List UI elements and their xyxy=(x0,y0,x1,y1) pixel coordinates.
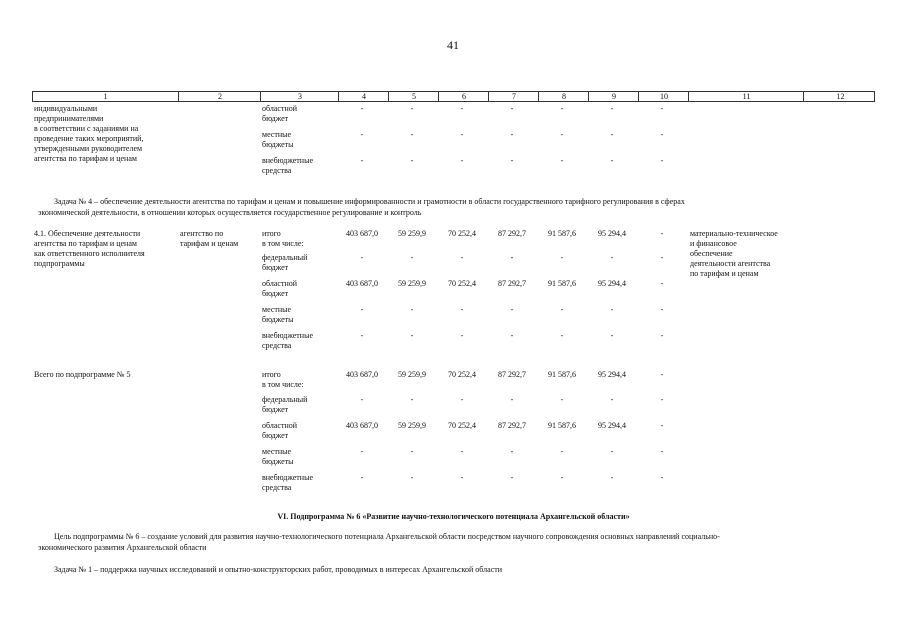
value-cell: - xyxy=(610,156,614,165)
value-cell: 91 587,6 xyxy=(548,370,576,379)
value-cell: - xyxy=(560,305,564,314)
value-cell: 91 587,6 xyxy=(548,229,576,238)
value-cell: - xyxy=(510,253,514,262)
value-cell: - xyxy=(660,104,664,113)
value-cell: - xyxy=(660,229,664,238)
value-cell: 59 259,9 xyxy=(398,229,426,238)
value-cell: - xyxy=(610,305,614,314)
value-cell: - xyxy=(460,331,464,340)
value-cell: - xyxy=(360,104,364,113)
column-header: 11 xyxy=(688,92,804,101)
value-cell: 91 587,6 xyxy=(548,279,576,288)
value-cell: - xyxy=(510,104,514,113)
item-4-1-executor: агентство по тарифам и ценам xyxy=(180,229,239,248)
column-header: 1 xyxy=(103,92,108,101)
column-header: 5 xyxy=(388,92,439,101)
value-cell: - xyxy=(660,253,664,262)
value-cell: - xyxy=(610,104,614,113)
task-4-paragraph: Задача № 4 – обеспечение деятельности агентства по тарифам и ценам и повышение информированности и грамотности в области государственного тарифного регулирования в сферах экономической деятельности, в отношении которых осуществляется государственное регулирование и контроль xyxy=(38,197,685,217)
value-cell: - xyxy=(660,156,664,165)
value-cell: - xyxy=(410,305,414,314)
value-cell: - xyxy=(660,421,664,430)
funding-source: внебюджетные средства xyxy=(262,331,313,350)
section-6-goal: Цель подпрограммы № 6 – создание условий для развития научно-технологического потенциала Архангельской области посредством научного сопровождения основных направлений социально- экономического развития Архангельской области xyxy=(38,532,720,552)
value-cell: - xyxy=(610,331,614,340)
value-cell: 87 292,7 xyxy=(498,421,526,430)
column-header: 8 xyxy=(538,92,589,101)
value-cell: - xyxy=(560,130,564,139)
value-cell: - xyxy=(410,253,414,262)
value-cell: - xyxy=(660,370,664,379)
funding-source: итого в том числе: xyxy=(262,370,304,389)
value-cell: - xyxy=(660,447,664,456)
value-cell: 87 292,7 xyxy=(498,370,526,379)
value-cell: - xyxy=(560,253,564,262)
section-6-task-1: Задача № 1 – поддержка научных исследований и опытно-конструкторских работ, проводимых в интересах Архангельской области xyxy=(54,565,503,574)
funding-source: внебюджетные средства xyxy=(262,473,313,492)
funding-source: итого в том числе: xyxy=(262,229,304,248)
funding-source: местные бюджеты xyxy=(262,447,294,466)
value-cell: - xyxy=(660,279,664,288)
value-cell: - xyxy=(660,395,664,404)
value-cell: - xyxy=(560,104,564,113)
value-cell: - xyxy=(560,447,564,456)
value-cell: - xyxy=(460,130,464,139)
funding-source: местные бюджеты xyxy=(262,305,294,324)
value-cell: 403 687,0 xyxy=(346,370,378,379)
value-cell: - xyxy=(360,156,364,165)
value-cell: - xyxy=(610,130,614,139)
value-cell: 87 292,7 xyxy=(498,279,526,288)
item-4-1-result: материально-техническое и финансовое обеспечение деятельности агентства по тарифам и ценам xyxy=(690,229,778,278)
section-6-heading: VI. Подпрограмма № 6 «Развитие научно-технологического потенциала Архангельской области» xyxy=(277,512,630,521)
value-cell: - xyxy=(510,331,514,340)
value-cell: - xyxy=(360,130,364,139)
funding-source: местные бюджеты xyxy=(262,130,294,149)
column-header-row xyxy=(32,91,875,102)
funding-source: внебюджетные средства xyxy=(262,156,313,175)
column-header: 7 xyxy=(488,92,539,101)
column-header: 4 xyxy=(338,92,389,101)
value-cell: - xyxy=(360,395,364,404)
value-cell: 95 294,4 xyxy=(598,370,626,379)
value-cell: - xyxy=(660,305,664,314)
value-cell: - xyxy=(660,473,664,482)
value-cell: - xyxy=(460,473,464,482)
value-cell: - xyxy=(410,395,414,404)
value-cell: - xyxy=(510,473,514,482)
value-cell: 403 687,0 xyxy=(346,421,378,430)
value-cell: 87 292,7 xyxy=(498,229,526,238)
value-cell: 59 259,9 xyxy=(398,279,426,288)
value-cell: - xyxy=(410,156,414,165)
value-cell: - xyxy=(560,156,564,165)
value-cell: - xyxy=(610,253,614,262)
value-cell: 403 687,0 xyxy=(346,229,378,238)
value-cell: - xyxy=(660,130,664,139)
value-cell: - xyxy=(460,305,464,314)
column-header: 2 xyxy=(178,92,261,101)
page-number: 41 xyxy=(447,38,459,52)
funding-source: областной бюджет xyxy=(262,104,298,123)
value-cell: - xyxy=(610,447,614,456)
value-cell: - xyxy=(510,130,514,139)
continuation-description: индивидуальными предпринимателями в соответствии с заданиями на проведение таких мероприятий, утвержденными руководителем агентства по тарифам и ценам xyxy=(34,104,144,163)
value-cell: - xyxy=(610,473,614,482)
value-cell: 95 294,4 xyxy=(598,421,626,430)
value-cell: - xyxy=(460,156,464,165)
value-cell: - xyxy=(660,331,664,340)
value-cell: - xyxy=(360,331,364,340)
value-cell: - xyxy=(410,331,414,340)
column-header: 3 xyxy=(260,92,339,101)
value-cell: 95 294,4 xyxy=(598,279,626,288)
column-header: 9 xyxy=(588,92,639,101)
value-cell: - xyxy=(460,104,464,113)
value-cell: 91 587,6 xyxy=(548,421,576,430)
value-cell: 70 252,4 xyxy=(448,279,476,288)
subprogram-5-total-label: Всего по подпрограмме № 5 xyxy=(34,370,131,379)
value-cell: - xyxy=(560,395,564,404)
value-cell: - xyxy=(360,305,364,314)
value-cell: - xyxy=(360,473,364,482)
funding-source: федеральный бюджет xyxy=(262,395,308,414)
value-cell: 70 252,4 xyxy=(448,229,476,238)
value-cell: 59 259,9 xyxy=(398,421,426,430)
value-cell: - xyxy=(510,447,514,456)
value-cell: 95 294,4 xyxy=(598,229,626,238)
value-cell: - xyxy=(510,305,514,314)
value-cell: - xyxy=(360,447,364,456)
value-cell: 70 252,4 xyxy=(448,370,476,379)
value-cell: - xyxy=(560,331,564,340)
column-header: 10 xyxy=(638,92,689,101)
value-cell: 70 252,4 xyxy=(448,421,476,430)
value-cell: - xyxy=(560,473,564,482)
value-cell: 403 687,0 xyxy=(346,279,378,288)
value-cell: - xyxy=(410,104,414,113)
value-cell: 59 259,9 xyxy=(398,370,426,379)
value-cell: - xyxy=(410,130,414,139)
value-cell: - xyxy=(510,395,514,404)
funding-source: областной бюджет xyxy=(262,421,298,440)
column-header: 6 xyxy=(438,92,489,101)
column-header: 12 xyxy=(803,92,877,101)
value-cell: - xyxy=(460,253,464,262)
value-cell: - xyxy=(410,473,414,482)
value-cell: - xyxy=(460,447,464,456)
funding-source: федеральный бюджет xyxy=(262,253,308,272)
value-cell: - xyxy=(360,253,364,262)
value-cell: - xyxy=(410,447,414,456)
value-cell: - xyxy=(510,156,514,165)
funding-source: областной бюджет xyxy=(262,279,298,298)
item-4-1-description: 4.1. Обеспечение деятельности агентства по тарифам и ценам как ответственного исполнителя подпрограммы xyxy=(34,229,145,268)
value-cell: - xyxy=(610,395,614,404)
value-cell: - xyxy=(460,395,464,404)
